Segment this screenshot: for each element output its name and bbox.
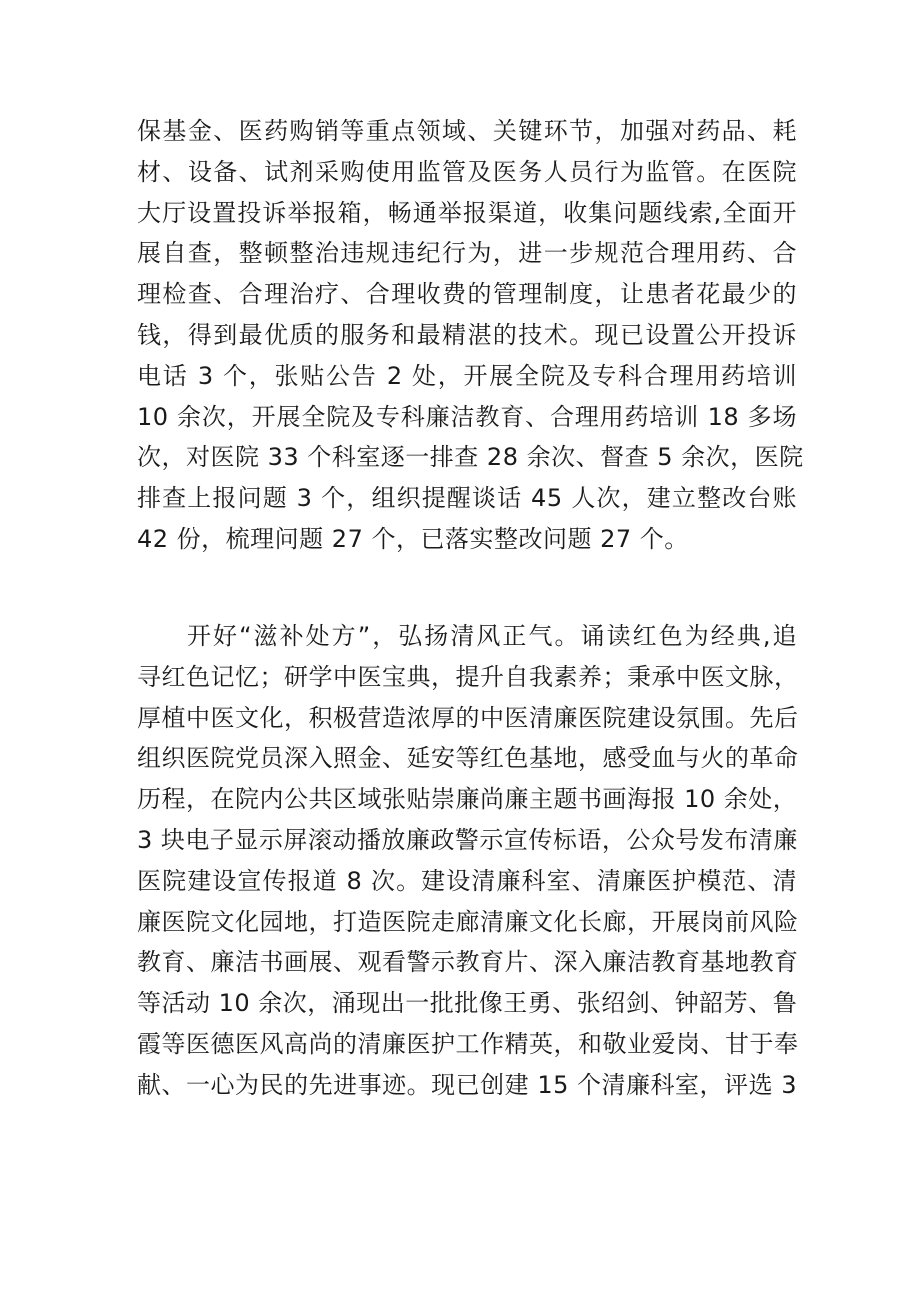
- text-line: 材、设备、试剂采购使用监管及医务人员行为监管。在医院: [137, 157, 797, 186]
- text-line: 教育、廉洁书画展、观看警示教育片、深入廉洁教育基地教育: [137, 948, 799, 977]
- paragraph-supervision: [137, 111, 804, 560]
- paragraph-clean-culture: [137, 616, 797, 1106]
- text-line: 保基金、医药购销等重点领域、关键环节，加强对药品、耗: [137, 117, 797, 145]
- text-line: 等活动 10 余次，涌现出一批批像王勇、张绍剑、钟韶芳、鲁: [137, 989, 798, 1018]
- text-line: 献、一心为民的先进事迹。现已创建 15 个清廉科室，评选 3: [137, 1070, 797, 1099]
- text-line: 开好“滋补处方”，弘扬清风正气。诵读红色为经典,追: [187, 622, 797, 650]
- text-line: 理检查、合理治疗、合理收费的管理制度，让患者花最少的: [137, 280, 797, 309]
- text-line: 组织医院党员深入照金、延安等红色基地，感受血与火的革命: [137, 744, 799, 773]
- text-line: 历程，在院内公共区域张贴崇廉尚廉主题书画海报 10 余处，: [137, 785, 798, 814]
- text-line: 42 份，梳理问题 27 个，已落实整改问题 27 个。: [137, 524, 689, 553]
- text-line: 排查上报问题 3 个，组织提醒谈话 45 人次，建立整改台账: [137, 484, 797, 513]
- text-line: 10 余次，开展全院及专科廉洁教育、合理用药培训 18 多场: [137, 402, 797, 431]
- text-line: 电话 3 个，张贴公告 2 处，开展全院及专科合理用药培训: [137, 361, 797, 390]
- text-line: 廉医院文化园地，打造医院走廊清廉文化长廊，开展岗前风险: [137, 907, 799, 936]
- text-line: 霞等医德医风高尚的清廉医护工作精英，和敬业爱岗、甘于奉: [137, 1029, 799, 1058]
- text-line: 展自查，整顿整治违规违纪行为，进一步规范合理用药、合: [137, 239, 797, 268]
- text-line: 寻红色记忆；研学中医宝典，提升自我素养；秉承中医文脉，: [137, 662, 799, 691]
- text-line: 厚植中医文化，积极营造浓厚的中医清廉医院建设氛围。先后: [137, 703, 799, 732]
- text-line: 3 块电子显示屏滚动播放廉政警示宣传标语，公众号发布清廉: [137, 825, 798, 854]
- text-line: 医院建设宣传报道 8 次。建设清廉科室、清廉医护模范、清: [137, 866, 797, 895]
- text-line: 大厅设置投诉举报箱，畅通举报渠道，收集问题线索,全面开: [137, 198, 797, 227]
- text-line: 钱，得到最优质的服务和最精湛的技术。现已设置公开投诉: [137, 320, 797, 349]
- text-line: 次，对医院 33 个科室逐一排查 28 余次、督查 5 余次，医院: [137, 443, 804, 472]
